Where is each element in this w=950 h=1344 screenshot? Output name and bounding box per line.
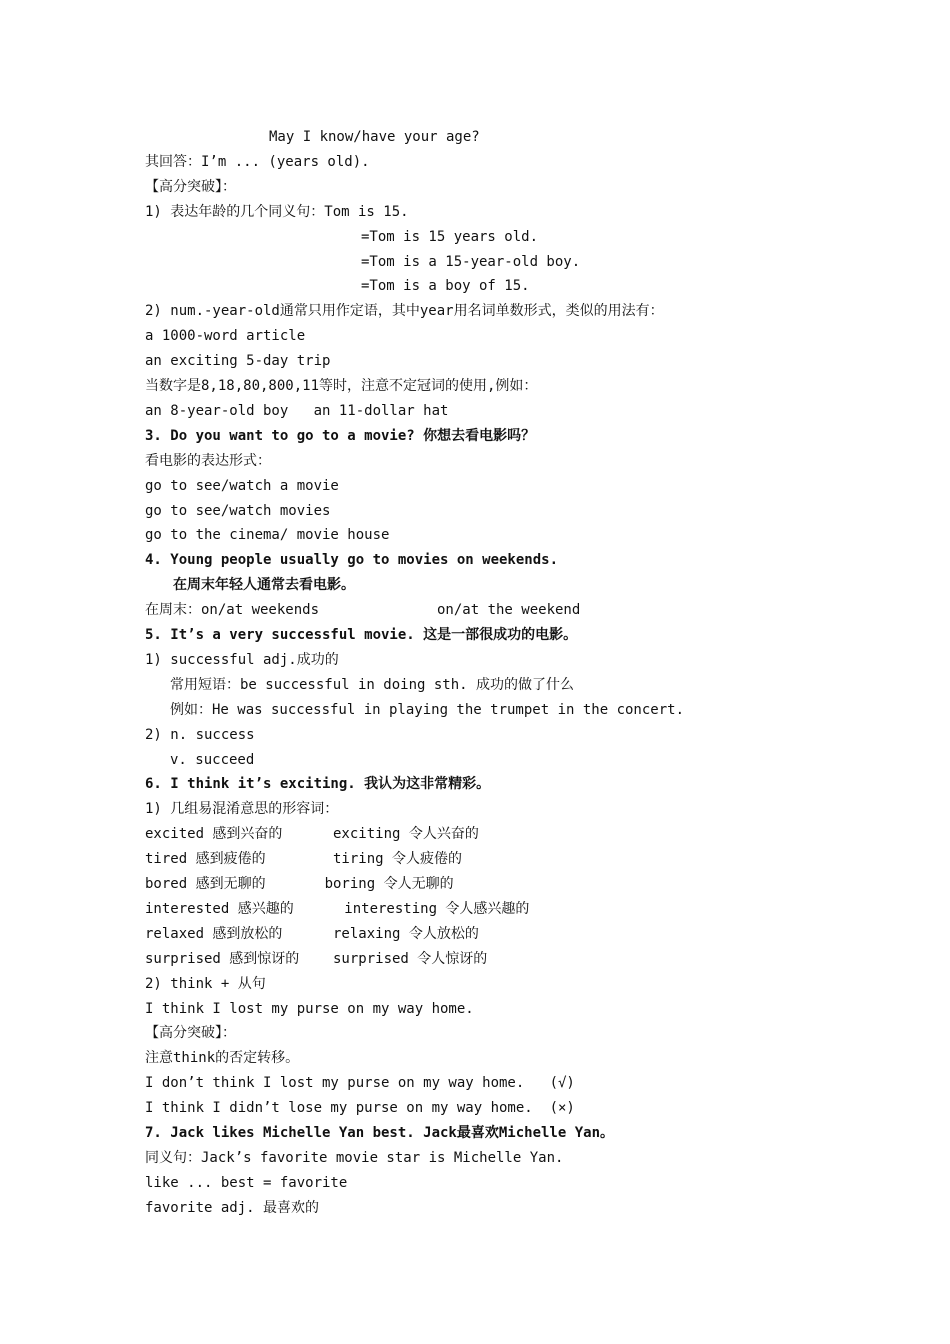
text-line: v. succeed (170, 751, 255, 768)
text-line: 【高分突破】： (145, 1025, 236, 1042)
text-line: excited 感到兴奋的 exciting 令人兴奋的 (145, 826, 479, 843)
text-line: a 1000-word article (145, 328, 306, 345)
text-line: 【高分突破】： (145, 178, 236, 195)
text-line: interested 感兴趣的 interesting 令人感兴趣的 (145, 900, 530, 917)
text-line: I think I lost my purse on my way home. (145, 1000, 474, 1017)
text-line: surprised 感到惊讶的 surprised 令人惊讶的 (145, 950, 488, 967)
text-line: go to see/watch movies (145, 502, 331, 519)
text-line: May I know/have your age? (269, 129, 480, 145)
text-line: I don’t think I lost my purse on my way home. (√) (145, 1075, 575, 1092)
text-line: tired 感到疲倦的 tiring 令人疲倦的 (145, 851, 463, 868)
text-line: 1) 几组易混淆意思的形容词： (145, 801, 339, 818)
text-line: 1) 表达年龄的几个同义句：Tom is 15. (145, 203, 409, 220)
text-line: go to see/watch a movie (145, 477, 339, 494)
text-line: go to the cinema/ movie house (145, 527, 390, 544)
text-line: bored 感到无聊的 boring 令人无聊的 (145, 876, 454, 892)
text-line: 2) n. success (145, 726, 255, 743)
text-line: favorite adj. 最喜欢的 (145, 1199, 320, 1216)
text-line: relaxed 感到放松的 relaxing 令人放松的 (145, 925, 479, 942)
text-line: 看电影的表达形式： (145, 452, 271, 469)
text-line: 其回答：I’m ... (years old). (145, 153, 370, 170)
text-line: 当数字是8,18,80,800,11等时，注意不定冠词的使用,例如： (145, 378, 538, 394)
text-line: I think I didn’t lose my purse on my way home. (×) (145, 1100, 575, 1117)
text-line: 2) think + 从句 (145, 975, 266, 992)
text-line: 在周末：on/at weekends on/at the weekend (145, 602, 581, 619)
text-line: =Tom is 15 years old. (361, 228, 539, 245)
text-line: an 8-year-old boy an 11-dollar hat (145, 402, 449, 419)
text-line: 1) successful adj.成功的 (145, 651, 339, 668)
text-line: =Tom is a 15-year-old boy. (361, 253, 581, 270)
text-line: 同义句：Jack’s favorite movie star is Michelle Yan. (145, 1149, 564, 1166)
section-heading: 3. Do you want to go to a movie? 你想去看电影吗？ (145, 427, 536, 444)
section-heading: 7. Jack likes Michelle Yan best. Jack最喜欢Michelle Yan。 (145, 1125, 615, 1141)
section-heading: 4. Young people usually go to movies on weekends. (145, 552, 559, 569)
text-line: =Tom is a boy of 15. (361, 278, 530, 295)
text-line: 例如：He was successful in playing the trumpet in the concert. (170, 701, 685, 718)
text-line: 2) num.-year-old通常只用作定语，其中year用名词单数形式，类似的用法有： (145, 303, 664, 320)
section-heading: 5. It’s a very successful movie. 这是一部很成功的电影。 (145, 627, 578, 643)
text-line: an exciting 5-day trip (145, 353, 331, 370)
text-line: like ... best = favorite (145, 1174, 348, 1191)
section-heading: 6. I think it’s exciting. 我认为这非常精彩。 (145, 776, 491, 793)
section-heading: 在周末年轻人通常去看电影。 (173, 577, 355, 594)
text-line: 注意think的否定转移。 (145, 1050, 300, 1067)
text-line: 常用短语：be successful in doing sth. 成功的做了什么 (170, 676, 575, 693)
